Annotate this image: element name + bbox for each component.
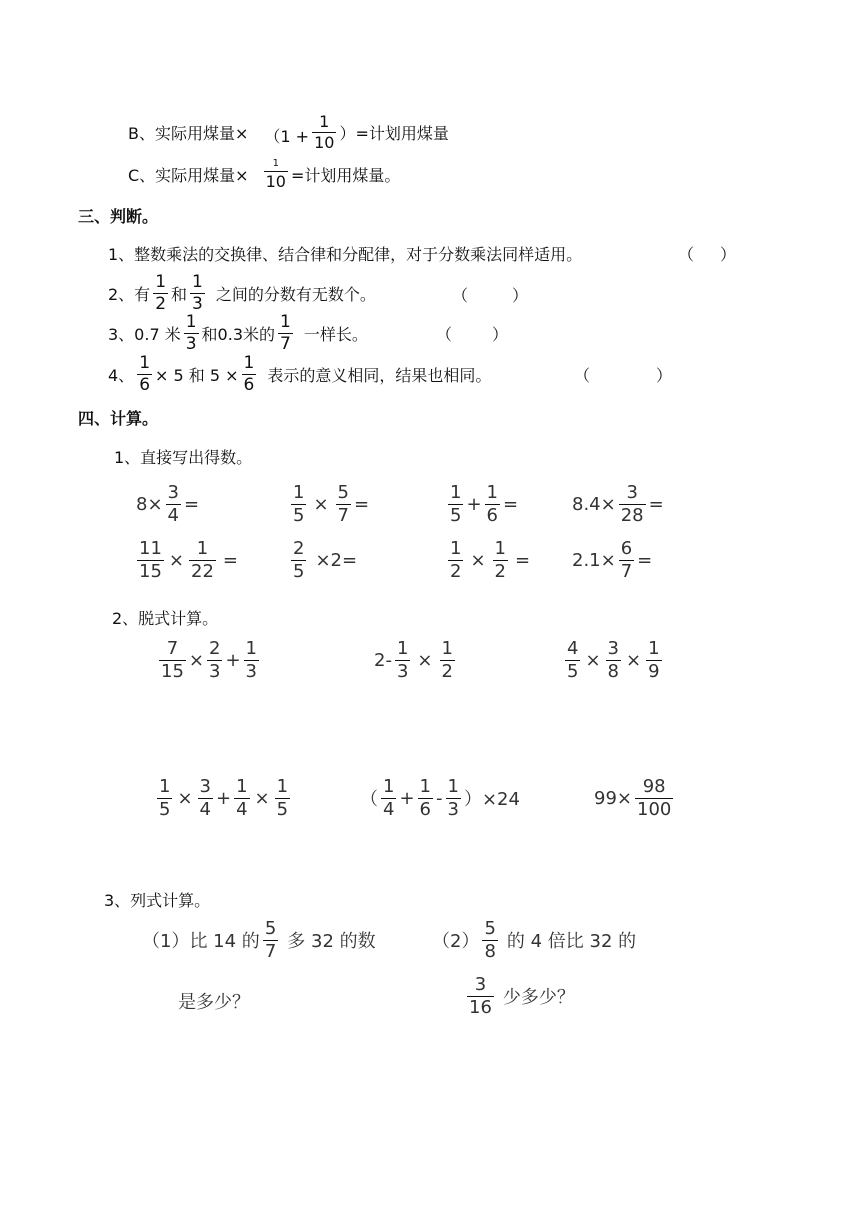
fraction: $\frac{3}{8}$	[607, 637, 619, 682]
direct-calc-7: $\frac{1}{2}$ × $\frac{1}{2}$ =	[450, 537, 531, 582]
fraction: $\frac{1}{5}$	[159, 775, 171, 820]
fraction: $\frac{1}{10}$	[314, 111, 335, 152]
direct-calc-5: $\frac{11}{15}$ × $\frac{1}{22}$ =	[139, 537, 238, 582]
fraction: $\frac{11}{15}$	[139, 537, 162, 582]
fraction: $\frac{1}{3}$	[245, 637, 257, 682]
fraction: $\frac{3}{4}$	[199, 775, 211, 820]
word-problem-1-line2: 是多少？	[178, 992, 250, 1013]
judge-q1	[108, 242, 582, 265]
fraction: $\frac{1}{22}$	[191, 537, 214, 582]
step-calc-4: $\frac{1}{5}$ × $\frac{3}{4}$ + $\frac{1}{4}$ × $\frac{1}{5}$	[159, 775, 289, 820]
section-3-title: 三、判断。	[78, 207, 159, 226]
fraction: $\frac{7}{15}$	[161, 637, 184, 682]
fraction: $\frac{1}{2}$	[494, 537, 506, 582]
option-c	[128, 154, 400, 194]
fraction: $\frac{1}{6}$	[419, 775, 431, 820]
option-c-suffix: =计划用煤量。	[290, 165, 401, 185]
fraction: $\frac{3}{16}$	[469, 973, 492, 1018]
fraction: $\frac{1}{6}$	[243, 352, 255, 395]
step-calc-2: 2- $\frac{1}{3}$ × $\frac{1}{2}$	[374, 637, 453, 682]
direct-calc-3: $\frac{1}{5}$ + $\frac{1}{6}$ =	[450, 481, 519, 526]
step-calc-3: $\frac{4}{5}$ × $\frac{3}{8}$ × $\frac{1}{9}$	[567, 637, 660, 682]
word-problem-1: （1）比 14 的 $\frac{5}{7}$ 多 32 的数	[142, 917, 376, 962]
fraction: $\frac{2}{5}$	[293, 537, 305, 582]
step-calc-5: （ $\frac{1}{4}$ + $\frac{1}{6}$ - $\frac{1}{3}$ ）×24	[360, 775, 520, 820]
judge-q4-blank[interactable]: （ ）	[574, 366, 673, 385]
fraction: $\frac{1}{5}$	[276, 775, 289, 820]
direct-calc-8: 2.1× $\frac{6}{7}$ =	[572, 537, 653, 582]
judge-q2-blank[interactable]: （ ）	[452, 286, 529, 305]
judge-q4: 4、 $\frac{1}{6}$ × 5 和 5 × $\frac{1}{6}$ 表示的意义相同，结果也相同。	[108, 352, 492, 395]
fraction: $\frac{4}{5}$	[567, 637, 579, 682]
fraction: $\frac{1}{3}$	[185, 311, 197, 354]
fraction: $\frac{1}{2}$	[450, 537, 462, 582]
fraction: $\frac{1}{7}$	[280, 311, 291, 354]
option-b-lparen: （1 +	[264, 126, 310, 146]
fraction: $\frac{1}{5}$	[293, 481, 305, 526]
option-b-suffix: =计划用煤量	[355, 123, 449, 143]
direct-calc-6: $\frac{2}{5}$ ×2=	[293, 537, 358, 582]
fraction: $\frac{1}{6}$	[139, 352, 151, 395]
part-1-title: 1、直接写出得数。	[114, 448, 253, 467]
fraction: $\frac{5}{8}$	[484, 917, 496, 962]
section-4-title: 四、计算。	[78, 409, 159, 428]
option-b-rparen: ）	[339, 123, 356, 143]
part-2-title: 2、脱式计算。	[112, 609, 219, 628]
part-3-title: 3、列式计算。	[104, 891, 211, 910]
judge-q2: 2、有 $\frac{1}{2}$ 和 $\frac{1}{3}$ 之间的分数有无数个。	[108, 271, 376, 314]
step-calc-6: 99× $\frac{98}{100}$	[594, 775, 672, 820]
judge-q1-blank[interactable]: （ ）	[678, 245, 737, 264]
word-problem-2: （2） $\frac{5}{8}$ 的 4 倍比 32 的	[432, 917, 637, 962]
direct-calc-1: 8× $\frac{3}{4}$ =	[136, 481, 200, 526]
fraction: $\frac{5}{7}$	[337, 481, 349, 526]
fraction: $\frac{1}{9}$	[648, 637, 660, 682]
fraction: $\frac{1}{3}$	[396, 637, 409, 682]
judge-q3: 3、0.7 米 $\frac{1}{3}$ 和0.3米的 $\frac{1}{7}$ 一样长。	[108, 311, 368, 354]
fraction: $\frac{2}{3}$	[209, 637, 221, 682]
fraction: $\frac{1}{10}$	[265, 157, 286, 191]
option-b-prefix: B、实际用煤量×	[128, 123, 249, 143]
judge-q1-text: 1、整数乘法的交换律、结合律和分配律，对于分数乘法同样适用。	[108, 245, 583, 264]
fraction: $\frac{6}{7}$	[620, 537, 633, 582]
fraction: $\frac{1}{4}$	[236, 775, 248, 820]
option-b	[128, 112, 449, 152]
judge-q3-blank[interactable]: （ ）	[436, 325, 509, 344]
option-c-prefix: C、实际用煤量×	[128, 165, 249, 185]
fraction: $\frac{1}{3}$	[192, 271, 203, 314]
word-problem-2-line2: $\frac{3}{16}$ 少多少？	[469, 973, 575, 1018]
step-calc-1: $\frac{7}{15}$ × $\frac{2}{3}$ + $\frac{1}{3}$	[161, 637, 257, 682]
fraction: $\frac{3}{4}$	[167, 481, 179, 526]
direct-calc-2: $\frac{1}{5}$ × $\frac{5}{7}$ =	[293, 481, 370, 526]
fraction: $\frac{1}{6}$	[486, 481, 498, 526]
fraction: $\frac{1}{3}$	[447, 775, 459, 820]
fraction: $\frac{3}{28}$	[620, 481, 644, 526]
fraction: $\frac{1}{2}$	[155, 271, 167, 314]
fraction: $\frac{1}{4}$	[383, 775, 395, 820]
fraction: $\frac{1}{2}$	[441, 637, 453, 682]
fraction: $\frac{1}{5}$	[450, 481, 462, 526]
fraction: $\frac{5}{7}$	[264, 917, 277, 962]
fraction: $\frac{98}{100}$	[637, 775, 672, 820]
direct-calc-4: 8.4× $\frac{3}{28}$ =	[572, 481, 664, 526]
